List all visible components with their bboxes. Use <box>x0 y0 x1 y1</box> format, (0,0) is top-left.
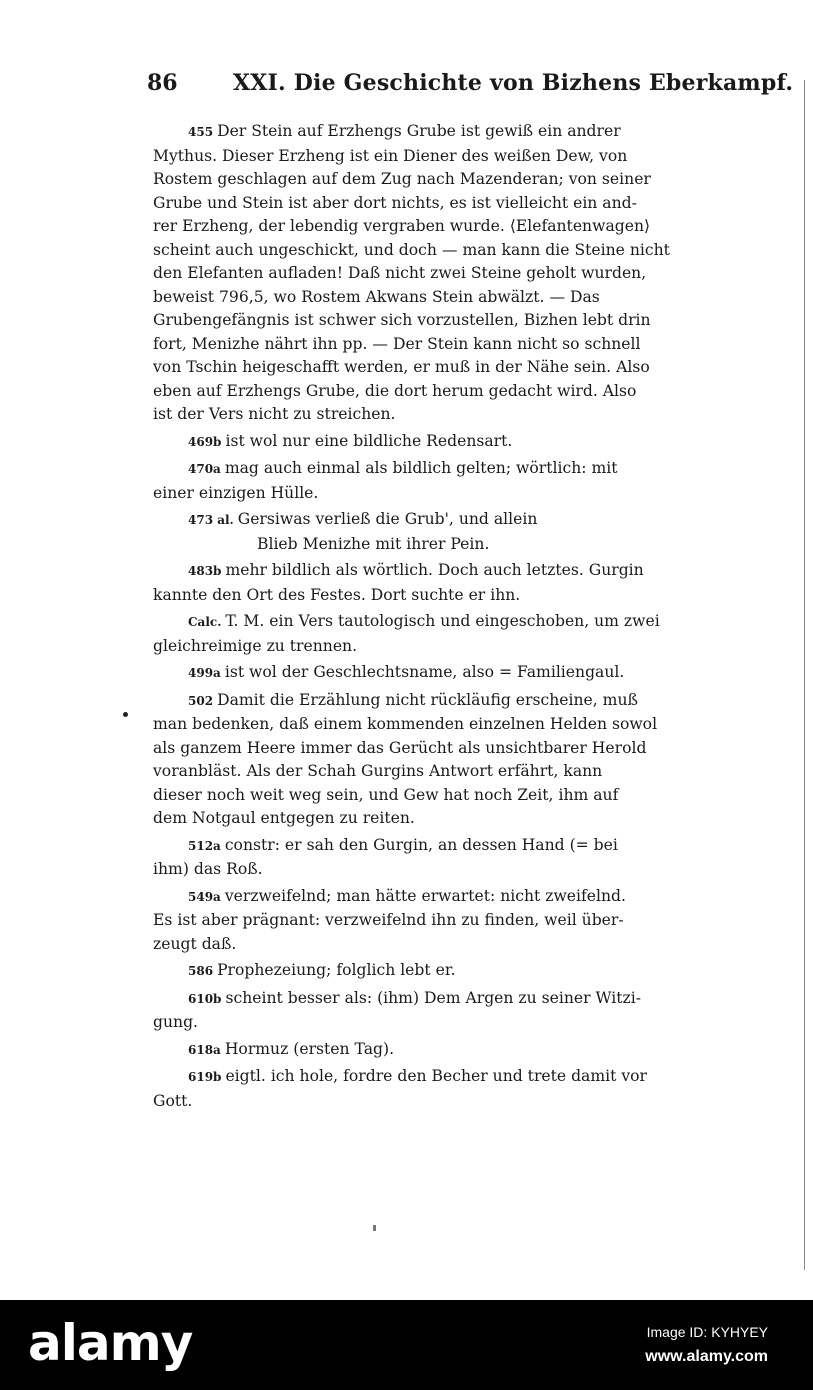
note-entry <box>153 1038 688 1063</box>
stray-mark <box>123 712 128 717</box>
site-url: www.alamy.com <box>645 1348 768 1365</box>
note-line <box>153 457 688 482</box>
page-header <box>147 70 794 100</box>
note-entry <box>153 508 688 556</box>
note-entry <box>153 610 688 658</box>
watermark-banner <box>0 1300 813 1390</box>
note-line: gleichreimige zu trennen. <box>153 636 358 655</box>
note-text: Prophezeiung; folglich lebt er. <box>217 961 456 979</box>
verse-reference: 619b <box>188 1070 222 1084</box>
note-line <box>153 689 688 714</box>
verse-reference: 610b <box>188 991 222 1006</box>
note-line <box>153 508 688 533</box>
note-line <box>153 885 688 910</box>
note-line: dieser noch weit weg sein, und Gew hat noch Zeit, ihm auf <box>153 785 619 804</box>
note-line: beweist 796,5, wo Rostem Akwans Stein abwälzt. — Das <box>153 287 600 306</box>
note-line: einer einzigen Hülle. <box>153 483 319 502</box>
verse-reference: 512a <box>188 838 221 853</box>
note-entry <box>153 959 688 984</box>
note-line: voranbläst. Als der Schah Gurgins Antwort erfährt, kann <box>153 762 603 780</box>
note-text: eigtl. ich hole, fordre den Becher und trete damit vor <box>225 1067 648 1085</box>
verse-reference: 469b <box>188 434 222 449</box>
note-line <box>153 1038 688 1063</box>
note-entry <box>153 661 688 686</box>
note-entry <box>153 1065 688 1113</box>
verse-reference: 483b <box>188 564 222 578</box>
note-line: den Elefanten aufladen! Daß nicht zwei Steine geholt wurden, <box>153 264 647 282</box>
note-line: Grubengefängnis ist schwer sich vorzustellen, Bizhen lebt drin <box>153 311 651 329</box>
note-entry <box>153 120 688 427</box>
note-line: Gott. <box>153 1091 193 1110</box>
note-text: ist wol nur eine bildliche Redensart. <box>225 431 513 450</box>
verse-reference: 473 al. <box>188 513 234 527</box>
image-id: Image ID: KYHYEY <box>646 1324 768 1340</box>
note-entry <box>153 885 688 957</box>
note-line: kannte den Ort des Festes. Dort suchte er ihn. <box>153 585 521 604</box>
note-line <box>153 120 688 145</box>
note-entry <box>153 430 688 455</box>
note-line: Es ist aber prägnant: verzweifelnd ihn zu finden, weil über- <box>153 911 624 929</box>
alamy-logo: alamy <box>28 1314 193 1372</box>
note-line: ihm) das Roß. <box>153 860 263 878</box>
page-edge-line <box>804 80 805 1270</box>
note-text: T. M. ein Vers tautologisch und eingeschoben, um zwei <box>225 612 660 630</box>
note-text: verzweifelnd; man hätte erwartet: nicht zweifelnd. <box>224 886 626 905</box>
note-line: rer Erzheng, der lebendig vergraben wurde. ⟨Elefantenwagen⟩ <box>153 217 651 235</box>
chapter-title: XXI. Die Geschichte von Bizhens Eberkampf. <box>233 70 794 96</box>
stray-speck <box>373 1225 376 1231</box>
verse-reference: 618a <box>188 1042 221 1057</box>
note-entry <box>153 559 688 607</box>
note-line: zeugt daß. <box>153 934 237 953</box>
note-line <box>153 661 688 686</box>
note-line: Mythus. Dieser Erzheng ist ein Diener des weißen Dew, von <box>153 146 628 165</box>
note-line: gung. <box>153 1013 199 1031</box>
note-text: mehr bildlich als wörtlich. Doch auch letztes. Gurgin <box>225 561 644 579</box>
note-line: eben auf Erzhengs Grube, die dort herum gedacht wird. Also <box>153 381 637 400</box>
note-line: dem Notgaul entgegen zu reiten. <box>153 809 415 827</box>
verse-reference: 502 <box>188 693 214 708</box>
verse-reference: Calc. <box>188 615 222 629</box>
page-number: 86 <box>147 70 178 96</box>
verse-reference: 549a <box>188 889 221 904</box>
note-line <box>153 559 688 584</box>
note-text: mag auch einmal als bildlich gelten; wörtlich: mit <box>224 459 618 477</box>
note-line: ist der Vers nicht zu streichen. <box>153 405 396 423</box>
verse-reference: 470a <box>188 462 221 476</box>
note-entry <box>153 457 688 505</box>
note-entry <box>153 834 688 882</box>
note-line <box>153 987 688 1012</box>
note-line <box>153 610 688 635</box>
note-text: ist wol der Geschlechtsname, also = Familiengaul. <box>224 663 625 681</box>
note-line <box>153 430 688 455</box>
note-line: als ganzem Heere immer das Gerücht als unsichtbarer Herold <box>153 738 647 757</box>
note-text: Der Stein auf Erzhengs Grube ist gewiß ein andrer <box>217 122 621 140</box>
note-text: constr: er sah den Gurgin, an dessen Hand (= bei <box>224 835 618 854</box>
notes-body <box>153 120 688 1116</box>
note-line <box>153 834 688 859</box>
note-text: Gersiwas verließ die Grub', und allein <box>237 510 538 528</box>
verse-line: Blieb Menizhe mit ihrer Pein. <box>257 534 490 553</box>
note-entry <box>153 689 688 831</box>
note-text: Hormuz (ersten Tag). <box>224 1039 395 1058</box>
verse-reference: 499a <box>188 666 221 680</box>
note-text: Damit die Erzählung nicht rückläufig erscheine, muß <box>217 690 638 709</box>
note-entry <box>153 987 688 1035</box>
note-line: von Tschin heigeschafft werden, er muß in der Nähe sein. Also <box>153 358 650 376</box>
note-line: man bedenken, daß einem kommenden einzelnen Helden sowol <box>153 715 658 733</box>
note-line <box>153 959 688 984</box>
note-line: fort, Menizhe nährt ihn pp. — Der Stein kann nicht so schnell <box>153 334 641 353</box>
verse-reference: 455 <box>188 125 214 139</box>
note-text: scheint besser als: (ihm) Dem Argen zu seiner Witzi- <box>225 988 642 1007</box>
note-line: Grube und Stein ist aber dort nichts, es ist vielleicht ein and- <box>153 193 637 212</box>
note-line: scheint auch ungeschickt, und doch — man kann die Steine nicht <box>153 240 670 259</box>
note-line: Rostem geschlagen auf dem Zug nach Mazenderan; von seiner <box>153 170 651 188</box>
verse-reference: 586 <box>188 964 214 978</box>
note-line <box>153 1065 688 1090</box>
